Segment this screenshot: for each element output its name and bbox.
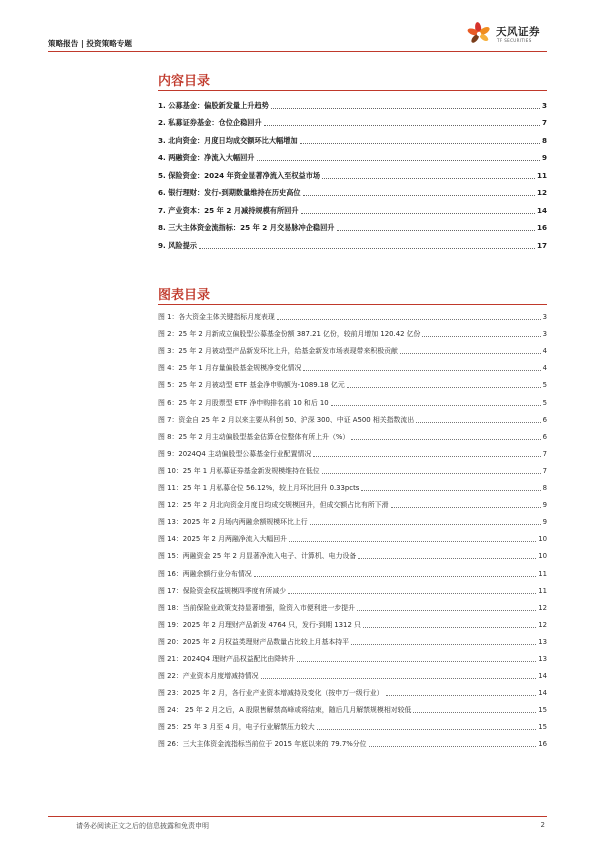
dot-leader xyxy=(331,405,541,406)
contents-entry-label: 6. 银行理财：发行-到期数量维持在历史高位 xyxy=(158,188,301,197)
figure-entry[interactable] xyxy=(158,518,547,526)
dot-leader xyxy=(313,456,540,457)
dot-leader xyxy=(351,644,536,645)
figure-entry[interactable] xyxy=(158,740,547,748)
figure-entry-label: 图 15：两融资金 25 年 2 月显著净流入电子、计算机、电力设备 xyxy=(158,552,357,561)
figure-entry-page: 9 xyxy=(542,501,547,510)
figure-entry[interactable] xyxy=(158,535,547,543)
report-type-header: 策略报告 | 投资策略专题 xyxy=(48,39,132,48)
figure-entry-page: 5 xyxy=(542,398,547,407)
dot-leader xyxy=(413,712,536,713)
figure-entry-page: 3 xyxy=(542,313,547,322)
dot-leader xyxy=(337,230,535,231)
contents-entry-label: 7. 产业资本：25 年 2 月减持规模有所回升 xyxy=(158,205,299,215)
figure-entry[interactable] xyxy=(158,330,547,338)
figure-entry-label: 图 11：25 年 1 月私募仓位 56.12%，较上月环比回升 0.33pcts xyxy=(158,484,360,493)
figure-entry-page: 12 xyxy=(538,603,547,612)
figure-entry-label: 图 12：25 年 2 月北向资金月度日均成交规模回升，但成交额占比有所下滑 xyxy=(158,501,389,510)
figure-entry-label: 图 6：25 年 2 月股票型 ETF 净申购排名前 10 和后 10 xyxy=(158,398,329,407)
figure-entry[interactable] xyxy=(158,381,547,389)
contents-entry-page: 11 xyxy=(536,170,547,180)
figure-entry[interactable] xyxy=(158,621,547,629)
figure-entry-page: 11 xyxy=(538,569,547,578)
dot-leader xyxy=(422,336,540,337)
dot-leader xyxy=(416,422,540,423)
figure-entry[interactable] xyxy=(158,689,547,697)
figure-entry-label: 图 2：25 年 2 月新成立偏股型公募基金份额 387.21 亿份，较前月增加 120.42 亿份 xyxy=(158,330,421,339)
dot-leader xyxy=(357,610,536,611)
contents-entry[interactable] xyxy=(158,189,547,197)
dot-leader xyxy=(361,490,540,491)
figure-entry[interactable] xyxy=(158,706,547,714)
contents-entry[interactable] xyxy=(158,224,547,232)
dot-leader xyxy=(301,213,535,214)
contents-entry-page: 14 xyxy=(536,205,547,215)
figure-entry-page: 6 xyxy=(542,415,547,424)
dot-leader xyxy=(264,125,540,126)
figure-entry-label: 图 4：25 年 1 月存量偏股基金规模净变化情况 xyxy=(158,364,302,373)
contents-title-rule xyxy=(158,90,547,91)
dot-leader xyxy=(271,108,540,109)
dot-leader xyxy=(303,195,535,196)
dot-leader xyxy=(257,160,540,161)
figure-entry-page: 6 xyxy=(542,432,547,441)
figure-entry-label: 图 16：两融余额行业分布情况 xyxy=(158,569,252,578)
dot-leader xyxy=(288,593,536,594)
figure-entry[interactable] xyxy=(158,347,547,355)
figure-entry[interactable] xyxy=(158,416,547,424)
figure-entry-page: 12 xyxy=(538,620,547,629)
footer-rule xyxy=(48,816,547,817)
dot-leader xyxy=(391,507,541,508)
company-logo xyxy=(466,21,556,49)
contents-entry-label: 5. 保险资金：2024 年资金显著净流入至权益市场 xyxy=(158,170,321,180)
figure-entry-page: 14 xyxy=(538,689,547,698)
dot-leader xyxy=(322,178,535,179)
header-rule xyxy=(48,51,547,52)
figure-entry-page: 3 xyxy=(542,330,547,339)
contents-entry-label: 2. 私募证券基金：仓位企稳回升 xyxy=(158,118,262,127)
contents-entry-label: 3. 北向资金：月度日均成交额环比大幅增加 xyxy=(158,135,298,145)
figure-entry[interactable] xyxy=(158,433,547,441)
figure-entry-page: 16 xyxy=(538,740,547,749)
dot-leader xyxy=(317,729,537,730)
figure-entry[interactable] xyxy=(158,364,547,372)
figure-entry[interactable] xyxy=(158,723,547,731)
dot-leader xyxy=(322,473,541,474)
figure-entry-label: 图 19：2025 年 2 月理财产品新发 4764 只，发行-到期 1312 只 xyxy=(158,620,361,629)
figures-title: 图表目录 xyxy=(158,288,211,303)
figure-entry-label: 图 23：2025 年 2 月，各行业产业资本增减持及变化（按申万一级行业） xyxy=(158,689,384,698)
contents-entry[interactable] xyxy=(158,137,547,145)
dot-leader xyxy=(297,661,536,662)
figure-entry-label: 图 21：2024Q4 理财产品权益配比由降转升 xyxy=(158,654,295,663)
figure-entry-label: 图 22：产业资本月度增减持情况 xyxy=(158,672,259,681)
figure-entry[interactable] xyxy=(158,467,547,475)
contents-entry-label: 4. 两融资金：净流入大幅回升 xyxy=(158,153,255,162)
dot-leader xyxy=(400,353,541,354)
figure-entry-label: 图 7：资金自 25 年 2 月以来主要从科创 50、沪深 300、中证 A500 相关指数流出 xyxy=(158,415,415,424)
figure-entry[interactable] xyxy=(158,501,547,509)
dot-leader xyxy=(310,524,541,525)
page-number: 2 xyxy=(540,821,545,829)
figure-entry-label: 图 25：25 年 3 月至 4 月，电子行业解禁压力较大 xyxy=(158,723,315,732)
contents-entry-page: 12 xyxy=(536,188,547,197)
logo-name-en: TF SECURITIES xyxy=(497,38,532,43)
figure-entry-page: 11 xyxy=(538,586,547,595)
figure-entry[interactable] xyxy=(158,655,547,663)
figure-entry-label: 图 20：2025 年 2 月权益类理财产品数量占比较上月基本持平 xyxy=(158,637,350,646)
figure-entry-page: 15 xyxy=(538,723,547,732)
figure-entry-label: 图 17：保险资金权益规模四季度有所减少 xyxy=(158,586,287,595)
dot-leader xyxy=(347,387,541,388)
contents-entry-label: 8. 三大主体资金流指标：25 年 2 月交易脉冲企稳回升 xyxy=(158,223,335,232)
dot-leader xyxy=(363,627,536,628)
logo-name-cn: 天风证券 xyxy=(496,26,540,38)
figure-entry-page: 7 xyxy=(542,466,547,475)
figure-entry-label: 图 9：2024Q4 主动偏股型公募基金行业配置情况 xyxy=(158,449,312,458)
figure-entry-label: 图 24： 25 年 2 月之后，A 股限售解禁高峰或将结束，随后几月解禁规模相对较低 xyxy=(158,706,412,715)
contents-entry-page: 17 xyxy=(536,240,547,250)
figure-entry[interactable] xyxy=(158,450,547,458)
contents-entry[interactable] xyxy=(158,102,547,110)
contents-entry[interactable] xyxy=(158,154,547,162)
dot-leader xyxy=(261,678,537,679)
contents-entry[interactable] xyxy=(158,242,547,250)
figure-entry-page: 8 xyxy=(542,484,547,493)
figure-entry-page: 4 xyxy=(542,364,547,373)
figure-entry-page: 4 xyxy=(542,347,547,356)
figure-entry-page: 13 xyxy=(538,654,547,663)
figure-entry-page: 7 xyxy=(542,449,547,458)
footer-disclaimer: 请务必阅读正文之后的信息披露和免责申明 xyxy=(76,822,209,830)
figures-list xyxy=(158,304,547,748)
dot-leader xyxy=(369,746,537,747)
dot-leader xyxy=(303,370,540,371)
figure-entry-page: 5 xyxy=(542,381,547,390)
figure-entry[interactable] xyxy=(158,604,547,612)
dot-leader xyxy=(199,248,535,249)
dot-leader xyxy=(358,558,536,559)
contents-entry-page: 8 xyxy=(541,135,547,145)
figure-entry-label: 图 10：25 年 1 月私募证券基金新发规模维持在低位 xyxy=(158,466,320,475)
dot-leader xyxy=(300,143,540,144)
contents-entry-label: 9. 风险提示 xyxy=(158,240,197,250)
figure-entry-label: 图 8：25 年 2 月主动偏股型基金估算仓位整体有所上升（%） xyxy=(158,432,350,441)
figure-entry-label: 图 5：25 年 2 月被动型 ETF 基金净申购额为-1089.18 亿元 xyxy=(158,381,345,390)
dot-leader xyxy=(386,695,537,696)
figure-entry-page: 13 xyxy=(538,637,547,646)
contents-entry[interactable] xyxy=(158,119,547,127)
dot-leader xyxy=(254,576,537,577)
figure-entry[interactable] xyxy=(158,638,547,646)
contents-entry-page: 9 xyxy=(541,153,547,162)
figure-entry-label: 图 1：各大资金主体关键指标月度表现 xyxy=(158,313,275,322)
figure-entry[interactable] xyxy=(158,552,547,560)
dot-leader xyxy=(351,439,540,440)
contents-entry-label: 1. 公募基金：偏股新发量上升趋势 xyxy=(158,100,269,110)
figure-entry-page: 9 xyxy=(542,518,547,527)
contents-entry-page: 16 xyxy=(536,223,547,232)
figure-entry[interactable] xyxy=(158,672,547,680)
figure-entry-label: 图 26：三大主体资金流指标当前位于 2015 年底以来的 79.7%分位 xyxy=(158,740,367,749)
figure-entry-label: 图 3：25 年 2 月被动型产品新发环比上升，给基金新发市场表现带来积极贡献 xyxy=(158,347,398,356)
contents-list xyxy=(158,92,547,250)
figure-entry[interactable] xyxy=(158,313,547,321)
figure-entry-page: 14 xyxy=(538,672,547,681)
contents-entry[interactable] xyxy=(158,207,547,215)
dot-leader xyxy=(277,319,541,320)
figure-entry[interactable] xyxy=(158,484,547,492)
figure-entry-page: 15 xyxy=(538,706,547,715)
dot-leader xyxy=(289,541,536,542)
contents-title: 内容目录 xyxy=(158,74,211,89)
figure-entry-label: 图 13：2025 年 2 月场内两融余额规模环比上行 xyxy=(158,518,308,527)
figure-entry[interactable] xyxy=(158,399,547,407)
figure-entry[interactable] xyxy=(158,570,547,578)
contents-entry[interactable] xyxy=(158,172,547,180)
figure-entry-label: 图 14：2025 年 2 月两融净流入大幅回升 xyxy=(158,535,288,544)
tf-securities-flower-logo-icon xyxy=(466,21,492,47)
contents-entry-page: 3 xyxy=(541,100,547,110)
figure-entry-label: 图 18：当前保险业政策支持显著增强，险资入市便利进一步提升 xyxy=(158,603,356,612)
figure-entry-page: 10 xyxy=(538,552,547,561)
figure-entry[interactable] xyxy=(158,587,547,595)
figure-entry-page: 10 xyxy=(538,535,547,544)
contents-entry-page: 7 xyxy=(541,118,547,127)
